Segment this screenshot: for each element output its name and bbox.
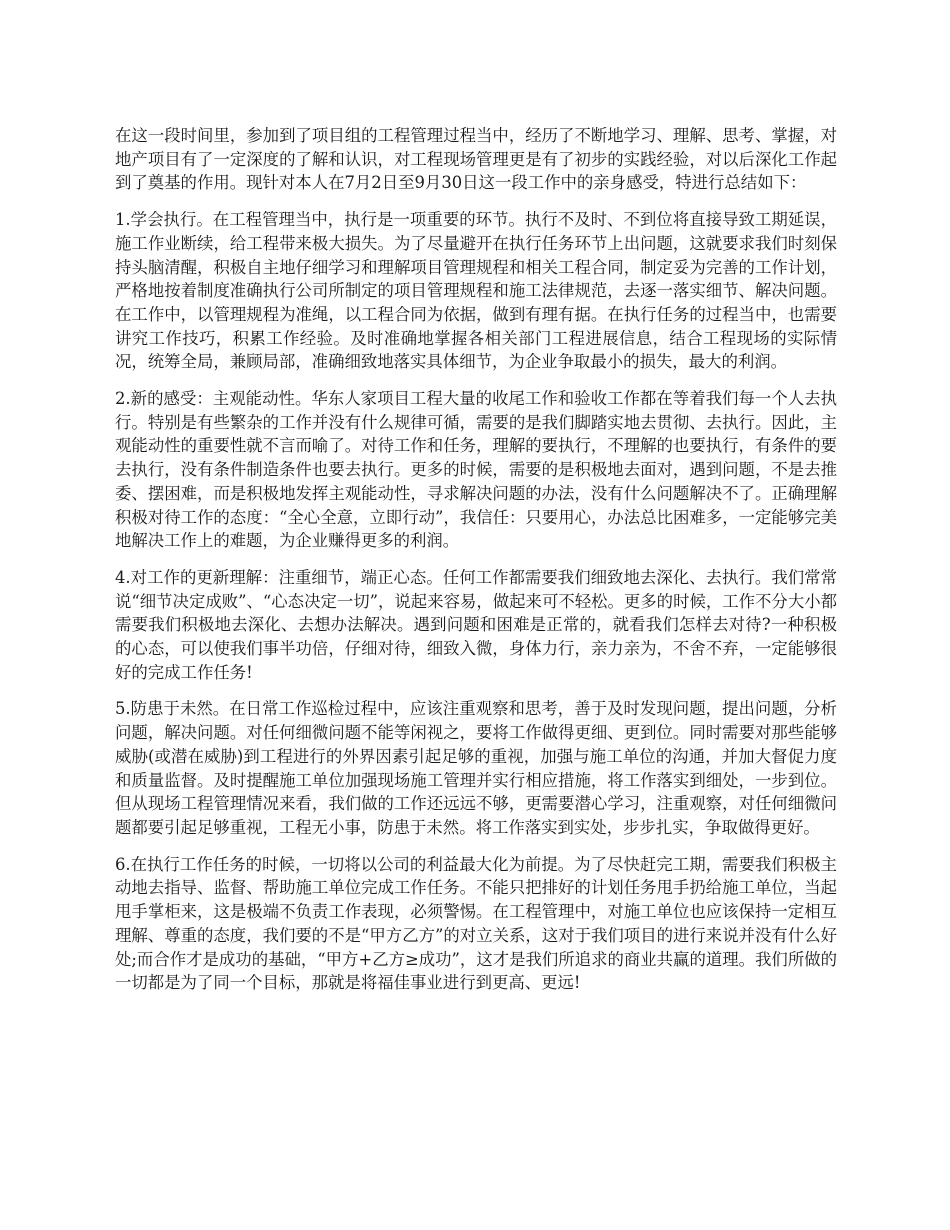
paragraph-4-details-attitude: 4.对工作的更新理解：注重细节，端正心态。任何工作都需要我们细致地去深化、去执行。我们常常说“细节决定成败”、“心态决定一切”，说起来容易，做起来可不轻松。更多的时候，工作不分大小都需要我们积极地去深化、去想办法解决。遇到问题和困难是正常的，就看我们怎样去对待?一种积极的心态，可以使我们事半功倍，仔细对待，细致入微，身体力行，亲力亲为，不舍不弃，一定能够很好的完成工作任务! bbox=[115, 567, 837, 682]
intro-paragraph: 在这一段时间里，参加到了项目组的工程管理过程当中，经历了不断地学习、理解、思考、掌握，对地产项目有了一定深度的了解和认识，对工程现场管理更是有了初步的实践经验，对以后深化工作起到了奠基的作用。现针对本人在7月2日至9月30日这一段工作中的亲身感受，特进行总结如下： bbox=[115, 126, 837, 193]
paragraph-1-execution: 1.学会执行。在工程管理当中，执行是一项重要的环节。执行不及时、不到位将直接导致工期延误，施工作业断续，给工程带来极大损失。为了尽量避开在执行任务环节上出问题，这就要求我们时刻保持头脑清醒，积极自主地仔细学习和理解项目管理规程和相关工程合同，制定妥为完善的工作计划，严格地按着制度准确执行公司所制定的项目管理规程和施工法律规范，去逐一落实细节、解决问题。在工作中，以管理规程为准绳，以工程合同为依据，做到有理有据。在执行任务的过程当中，也需要讲究工作技巧，积累工作经验。及时准确地掌握各相关部门工程进展信息，结合工程现场的实际情况，统筹全局，兼顾局部，准确细致地落实具体细节，为企业争取最小的损失，最大的利润。 bbox=[115, 210, 837, 372]
paragraph-2-initiative: 2.新的感受：主观能动性。华东人家项目工程大量的收尾工作和验收工作都在等着我们每一个人去执行。特别是有些繁杂的工作并没有什么规律可循，需要的是我们脚踏实地去贯彻、去执行。因此，主观能动性的重要性就不言而喻了。对待工作和任务，理解的要执行，不理解的也要执行，有条件的要去执行，没有条件制造条件也要去执行。更多的时候，需要的是积极地去面对，遇到问题，不是去推委、摆困难，而是积极地发挥主观能动性，寻求解决问题的办法，没有什么问题解决不了。正确理解积极对待工作的态度：“全心全意，立即行动”，我信任：只要用心，办法总比困难多，一定能够完美地解决工作上的难题，为企业赚得更多的利润。 bbox=[115, 389, 837, 551]
document-page bbox=[115, 124, 837, 1008]
paragraph-5-prevention: 5.防患于未然。在日常工作巡检过程中，应该注重观察和思考，善于及时发现问题，提出问题，分析问题，解决问题。对任何细微问题不能等闲视之，要将工作做得更细、更到位。同时需要对那些能够威胁(或潜在威胁)到工程进行的外界因素引起足够的重视，加强与施工单位的沟通，并加大督促力度和质量监督。及时提醒施工单位加强现场施工管理并实行相应措施，将工作落实到细处，一步到位。但从现场工程管理情况来看，我们做的工作还远远不够，更需要潜心学习，注重观察，对任何细微问题都要引起足够重视，工程无小事，防患于未然。将工作落实到实处，步步扎实，争取做得更好。 bbox=[115, 699, 837, 837]
paragraph-6-company-interest: 6.在执行工作任务的时候，一切将以公司的利益最大化为前提。为了尽快赶完工期，需要我们积极主动地去指导、监督、帮助施工单位完成工作任务。不能只把排好的计划任务甩手扔给施工单位，当起甩手掌柜来，这是极端不负责工作表现，必须警惕。在工程管理中，对施工单位也应该保持一定相互理解、尊重的态度，我们要的不是“甲方乙方”的对立关系，这对于我们项目的进行来说并没有什么好处;而合作才是成功的基础，“甲方+乙方≥成功”，这才是我们所追求的商业共赢的道理。我们所做的一切都是为了同一个目标，那就是将福佳事业进行到更高、更远! bbox=[115, 854, 837, 993]
